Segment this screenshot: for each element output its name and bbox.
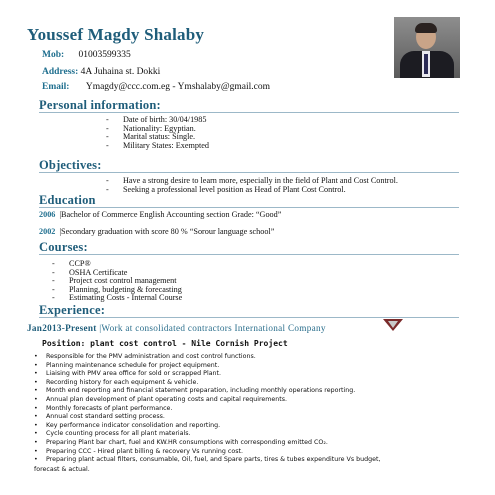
section-divider — [39, 254, 459, 255]
responsibility-continuation: forecast & actual. — [34, 466, 90, 473]
education-year: 2002 — [39, 227, 56, 236]
address-label: Address: — [42, 67, 79, 77]
profile-photo — [394, 17, 460, 78]
list-item: • Cycle counting process for all plant materials. — [34, 430, 380, 439]
list-item: - Nationality: Egyptian. — [106, 125, 209, 134]
courses-heading: Courses: — [39, 240, 88, 254]
objectives-heading: Objectives: — [39, 158, 102, 172]
company-logo-icon — [383, 318, 403, 332]
responsibilities-list — [34, 353, 380, 465]
list-item: - Planning, budgeting & forecasting — [52, 286, 182, 295]
personal-list — [106, 116, 209, 150]
list-item: • Recording history for each equipment & vehicle. — [34, 379, 380, 388]
mobile-label: Mob: — [42, 50, 65, 60]
education-year: 2006 — [39, 210, 56, 219]
mobile-value: 01003599335 — [78, 50, 131, 60]
education-heading: Education — [39, 193, 96, 207]
candidate-name: Youssef Magdy Shalaby — [27, 25, 205, 44]
list-item: • Planning maintenance schedule for project equipment. — [34, 362, 380, 371]
list-item: - Seeking a professional level position as Head of Plant Cost Control. — [106, 186, 398, 195]
list-item: • Liaising with PMV area office for sold or scrapped Plant. — [34, 370, 380, 379]
position-title: Position: plant cost control - Nile Cornish Project — [42, 339, 288, 348]
email-label: Email: — [42, 82, 70, 92]
list-item: - Military States: Exempted — [106, 142, 209, 151]
list-item: • Monthly forecasts of plant performance. — [34, 405, 380, 414]
list-item: • Annual plan development of plant operating costs and capital requirements. — [34, 396, 380, 405]
contact-email — [42, 82, 270, 92]
list-item: - Marital status: Single. — [106, 133, 209, 142]
contact-mobile — [42, 50, 131, 60]
education-text: |Secondary graduation with score 80 % “Sorour language school” — [59, 227, 275, 236]
job-header — [27, 323, 326, 333]
section-divider — [39, 112, 459, 113]
list-item: - Date of birth: 30/04/1985 — [106, 116, 209, 125]
address-value: 4A Juhaina st. Dokki — [80, 67, 161, 77]
list-item: • Responsible for the PMV administration and cost control functions. — [34, 353, 380, 362]
list-item: • Annual cost standard setting process. — [34, 413, 380, 422]
courses-list — [52, 260, 182, 303]
list-item: • Month end reporting and financial statement preparation, including monthly operations reporting. — [34, 387, 380, 396]
contact-address — [42, 67, 160, 77]
personal-heading: Personal information: — [39, 98, 161, 112]
section-divider — [39, 172, 459, 173]
list-item: • Key performance indicator consolidation and reporting. — [34, 422, 380, 431]
list-item: - OSHA Certificate — [52, 269, 182, 278]
list-item: - Have a strong desire to learn more, especially in the field of Plant and Cost Control. — [106, 177, 398, 186]
education-entry — [39, 210, 281, 219]
list-item: • Preparing plant actual filters, consumable, Oil, fuel, and Spare parts, tires & tubes expenditure Vs budget, — [34, 456, 380, 465]
section-divider — [39, 207, 459, 208]
job-company: |Work at consolidated contractors International Company — [99, 323, 326, 333]
list-item: - Project cost control management — [52, 277, 182, 286]
objectives-list — [106, 177, 398, 194]
list-item: • Preparing CCC - Hired plant billing & recovery Vs running cost. — [34, 448, 380, 457]
education-entry — [39, 227, 274, 236]
education-text: |Bachelor of Commerce English Accounting section Grade: “Good” — [59, 210, 282, 219]
list-item: - Estimating Costs - Internal Course — [52, 294, 182, 303]
job-period: Jan2013-Present — [27, 323, 97, 333]
email-value: Ymagdy@ccc.com.eg - Ymshalaby@gmail.com — [85, 82, 270, 92]
experience-heading: Experience: — [39, 303, 106, 317]
list-item: - CCP® — [52, 260, 182, 269]
list-item: • Preparing Plant bar chart, fuel and KW.HR consumptions with corresponding emitted CO₂. — [34, 439, 380, 448]
